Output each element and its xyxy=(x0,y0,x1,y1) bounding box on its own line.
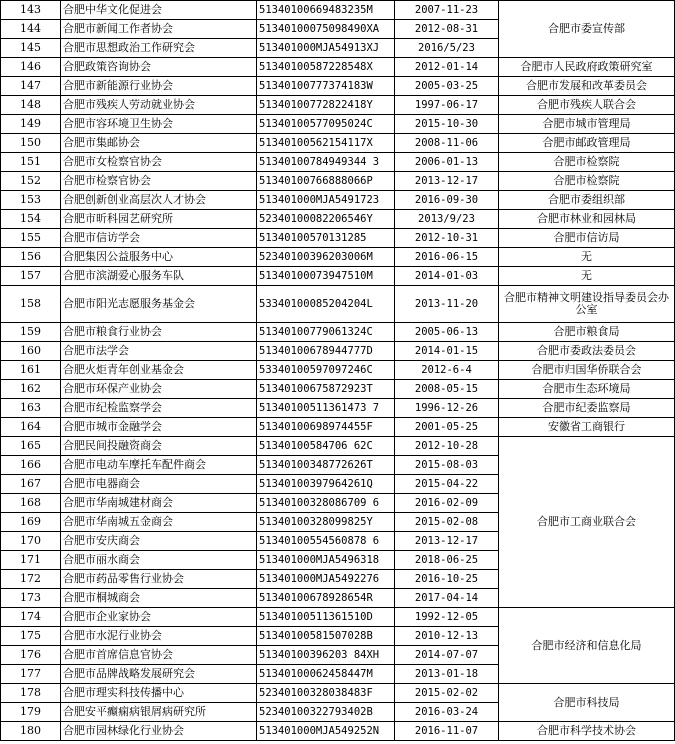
supervising-department-cell: 合肥市生态环境局 xyxy=(499,380,675,399)
supervising-department-cell: 合肥市纪委监察局 xyxy=(499,399,675,418)
registration-date-cell: 2015-04-22 xyxy=(395,475,499,494)
credit-code-cell: 51340100678944777D xyxy=(257,342,395,361)
row-number-cell: 173 xyxy=(1,589,61,608)
supervising-department-cell: 合肥市邮政管理局 xyxy=(499,134,675,153)
organization-name-cell: 合肥政策咨询协会 xyxy=(61,58,257,77)
registration-date-cell: 2013-12-17 xyxy=(395,532,499,551)
registration-date-cell: 2013-01-18 xyxy=(395,665,499,684)
registration-date-cell: 2015-10-30 xyxy=(395,115,499,134)
registration-date-cell: 2016-02-09 xyxy=(395,494,499,513)
row-number-cell: 177 xyxy=(1,665,61,684)
credit-code-cell: 513401000MJA5491723 xyxy=(257,191,395,210)
supervising-department-cell: 合肥市科技局 xyxy=(499,684,675,722)
credit-code-cell: 51340100570131285 xyxy=(257,229,395,248)
credit-code-cell: 51340100587228548X xyxy=(257,58,395,77)
organization-name-cell: 合肥集因公益服务中心 xyxy=(61,248,257,267)
table-row xyxy=(1,248,675,267)
credit-code-cell: 51340100766888066P xyxy=(257,172,395,191)
registration-date-cell: 2013/9/23 xyxy=(395,210,499,229)
registration-date-cell: 2013-11-20 xyxy=(395,286,499,323)
credit-code-cell: 51340100777374183W xyxy=(257,77,395,96)
supervising-department-cell: 无 xyxy=(499,248,675,267)
supervising-department-cell: 合肥市经济和信息化局 xyxy=(499,608,675,684)
credit-code-cell: 51340100784949344 3 xyxy=(257,153,395,172)
organization-name-cell: 合肥市企业家协会 xyxy=(61,608,257,627)
credit-code-cell: 51340100511361510D xyxy=(257,608,395,627)
supervising-department-cell: 合肥市残疾人联合会 xyxy=(499,96,675,115)
table-row xyxy=(1,342,675,361)
registration-date-cell: 2006-01-13 xyxy=(395,153,499,172)
row-number-cell: 153 xyxy=(1,191,61,210)
row-number-cell: 145 xyxy=(1,39,61,58)
row-number-cell: 144 xyxy=(1,20,61,39)
row-number-cell: 158 xyxy=(1,286,61,323)
organization-name-cell: 合肥市思想政治工作研究会 xyxy=(61,39,257,58)
table-row xyxy=(1,172,675,191)
row-number-cell: 174 xyxy=(1,608,61,627)
credit-code-cell: 51340100584706 62C xyxy=(257,437,395,456)
table-row xyxy=(1,418,675,437)
supervising-department-cell: 合肥市粮食局 xyxy=(499,323,675,342)
supervising-department-cell: 合肥市发展和改革委员会 xyxy=(499,77,675,96)
row-number-cell: 170 xyxy=(1,532,61,551)
organization-name-cell: 合肥市首席信息官协会 xyxy=(61,646,257,665)
row-number-cell: 161 xyxy=(1,361,61,380)
registration-date-cell: 2014-01-15 xyxy=(395,342,499,361)
organization-name-cell: 合肥创新创业高层次人才协会 xyxy=(61,191,257,210)
organization-name-cell: 合肥市华南城五金商会 xyxy=(61,513,257,532)
organization-name-cell: 合肥市女检察官协会 xyxy=(61,153,257,172)
organization-name-cell: 合肥市园林绿化行业协会 xyxy=(61,722,257,741)
credit-code-cell: 52340100328038483F xyxy=(257,684,395,703)
registration-date-cell: 2014-07-07 xyxy=(395,646,499,665)
registration-date-cell: 2012-10-31 xyxy=(395,229,499,248)
table-row xyxy=(1,58,675,77)
credit-code-cell: 52340100396203006M xyxy=(257,248,395,267)
credit-code-cell: 513401000MJA549252N xyxy=(257,722,395,741)
registration-date-cell: 1992-12-05 xyxy=(395,608,499,627)
credit-code-cell: 51340100577095024C xyxy=(257,115,395,134)
organization-name-cell: 合肥市粮食行业协会 xyxy=(61,323,257,342)
credit-code-cell: 51340100669483235M xyxy=(257,1,395,20)
organization-name-cell: 合肥市电器商会 xyxy=(61,475,257,494)
credit-code-cell: 513401000MJA5496318 xyxy=(257,551,395,570)
credit-code-cell: 51340100348772626T xyxy=(257,456,395,475)
organization-name-cell: 合肥市集邮协会 xyxy=(61,134,257,153)
table-row xyxy=(1,608,675,627)
table-row xyxy=(1,1,675,20)
registration-date-cell: 2016-06-15 xyxy=(395,248,499,267)
row-number-cell: 168 xyxy=(1,494,61,513)
organization-name-cell: 合肥市城市金融学会 xyxy=(61,418,257,437)
table-row xyxy=(1,380,675,399)
registration-date-cell: 2008-11-06 xyxy=(395,134,499,153)
organization-name-cell: 合肥市药品零售行业协会 xyxy=(61,570,257,589)
organization-name-cell: 合肥市新能源行业协会 xyxy=(61,77,257,96)
registration-date-cell: 2015-02-02 xyxy=(395,684,499,703)
row-number-cell: 150 xyxy=(1,134,61,153)
supervising-department-cell: 合肥市人民政府政策研究室 xyxy=(499,58,675,77)
row-number-cell: 154 xyxy=(1,210,61,229)
table-row xyxy=(1,115,675,134)
supervising-department-cell: 无 xyxy=(499,267,675,286)
registration-date-cell: 2016-11-07 xyxy=(395,722,499,741)
registration-date-cell: 2005-06-13 xyxy=(395,323,499,342)
credit-code-cell: 51340100328099825Y xyxy=(257,513,395,532)
registration-date-cell: 2013-12-17 xyxy=(395,172,499,191)
credit-code-cell: 51340100678928654R xyxy=(257,589,395,608)
table-row xyxy=(1,323,675,342)
organization-name-cell: 合肥市理实科技传播中心 xyxy=(61,684,257,703)
organization-name-cell: 合肥民间投融资商会 xyxy=(61,437,257,456)
table-row xyxy=(1,96,675,115)
credit-code-cell: 51340100075098490XA xyxy=(257,20,395,39)
row-number-cell: 152 xyxy=(1,172,61,191)
supervising-department-cell: 合肥市归国华侨联合会 xyxy=(499,361,675,380)
organization-name-cell: 合肥市华南城建材商会 xyxy=(61,494,257,513)
row-number-cell: 175 xyxy=(1,627,61,646)
organization-name-cell: 合肥安平癫痫病银屑病研究所 xyxy=(61,703,257,722)
supervising-department-cell: 合肥市检察院 xyxy=(499,172,675,191)
registration-date-cell: 2008-05-15 xyxy=(395,380,499,399)
registration-date-cell: 2014-01-03 xyxy=(395,267,499,286)
registration-date-cell: 2015-02-08 xyxy=(395,513,499,532)
row-number-cell: 151 xyxy=(1,153,61,172)
credit-code-cell: 513401000MJA5492276 xyxy=(257,570,395,589)
credit-code-cell: 51340100397964261Q xyxy=(257,475,395,494)
registration-date-cell: 2012-10-28 xyxy=(395,437,499,456)
registration-date-cell: 2012-01-14 xyxy=(395,58,499,77)
registration-date-cell: 2016-10-25 xyxy=(395,570,499,589)
row-number-cell: 157 xyxy=(1,267,61,286)
credit-code-cell: 53340100085204204L xyxy=(257,286,395,323)
row-number-cell: 148 xyxy=(1,96,61,115)
organization-name-cell: 合肥市滨湖爱心服务车队 xyxy=(61,267,257,286)
row-number-cell: 172 xyxy=(1,570,61,589)
supervising-department-cell: 合肥市精神文明建设指导委员会办公室 xyxy=(499,286,675,323)
row-number-cell: 155 xyxy=(1,229,61,248)
organization-name-cell: 合肥市水泥行业协会 xyxy=(61,627,257,646)
organization-name-cell: 合肥市环保产业协会 xyxy=(61,380,257,399)
registration-date-cell: 2016-09-30 xyxy=(395,191,499,210)
organization-name-cell: 合肥市品牌战略发展研究会 xyxy=(61,665,257,684)
registration-date-cell: 2017-04-14 xyxy=(395,589,499,608)
supervising-department-cell: 合肥市委组织部 xyxy=(499,191,675,210)
organization-name-cell: 合肥市桐城商会 xyxy=(61,589,257,608)
registration-date-cell: 2016-03-24 xyxy=(395,703,499,722)
table-row xyxy=(1,134,675,153)
credit-code-cell: 52340100322793402B xyxy=(257,703,395,722)
supervising-department-cell: 合肥市工商业联合会 xyxy=(499,437,675,608)
organization-name-cell: 合肥市残疾人劳动就业协会 xyxy=(61,96,257,115)
row-number-cell: 146 xyxy=(1,58,61,77)
table-row xyxy=(1,684,675,703)
table-row xyxy=(1,210,675,229)
registration-date-cell: 2018-06-25 xyxy=(395,551,499,570)
table-body xyxy=(1,1,675,741)
registration-date-cell: 2007-11-23 xyxy=(395,1,499,20)
row-number-cell: 179 xyxy=(1,703,61,722)
supervising-department-cell: 合肥市信访局 xyxy=(499,229,675,248)
organization-name-cell: 合肥市丽水商会 xyxy=(61,551,257,570)
row-number-cell: 156 xyxy=(1,248,61,267)
supervising-department-cell: 合肥市城市管理局 xyxy=(499,115,675,134)
row-number-cell: 180 xyxy=(1,722,61,741)
table-row xyxy=(1,361,675,380)
organization-name-cell: 合肥市昕科园艺研究所 xyxy=(61,210,257,229)
row-number-cell: 166 xyxy=(1,456,61,475)
registration-date-cell: 2005-03-25 xyxy=(395,77,499,96)
registration-date-cell: 2012-6-4 xyxy=(395,361,499,380)
table-row xyxy=(1,191,675,210)
row-number-cell: 165 xyxy=(1,437,61,456)
credit-code-cell: 51340100581507028B xyxy=(257,627,395,646)
supervising-department-cell: 合肥市委宣传部 xyxy=(499,1,675,58)
credit-code-cell: 51340100073947510M xyxy=(257,267,395,286)
row-number-cell: 178 xyxy=(1,684,61,703)
supervising-department-cell: 合肥市检察院 xyxy=(499,153,675,172)
table-row xyxy=(1,437,675,456)
credit-code-cell: 513401000MJA54913XJ xyxy=(257,39,395,58)
table-row xyxy=(1,77,675,96)
row-number-cell: 176 xyxy=(1,646,61,665)
registration-date-cell: 1996-12-26 xyxy=(395,399,499,418)
credit-code-cell: 51340100562154117X xyxy=(257,134,395,153)
table-row xyxy=(1,399,675,418)
row-number-cell: 164 xyxy=(1,418,61,437)
credit-code-cell: 51340100062458447M xyxy=(257,665,395,684)
credit-code-cell: 51340100779061324C xyxy=(257,323,395,342)
row-number-cell: 169 xyxy=(1,513,61,532)
row-number-cell: 160 xyxy=(1,342,61,361)
supervising-department-cell: 安徽省工商银行 xyxy=(499,418,675,437)
credit-code-cell: 51340100675872923T xyxy=(257,380,395,399)
table-row xyxy=(1,229,675,248)
credit-code-cell: 52340100082206546Y xyxy=(257,210,395,229)
organization-name-cell: 合肥市安庆商会 xyxy=(61,532,257,551)
row-number-cell: 147 xyxy=(1,77,61,96)
row-number-cell: 171 xyxy=(1,551,61,570)
organization-name-cell: 合肥市信访学会 xyxy=(61,229,257,248)
organization-name-cell: 合肥市检察官协会 xyxy=(61,172,257,191)
supervising-department-cell: 合肥市林业和园林局 xyxy=(499,210,675,229)
registration-date-cell: 2015-08-03 xyxy=(395,456,499,475)
row-number-cell: 163 xyxy=(1,399,61,418)
table-row xyxy=(1,267,675,286)
table-row xyxy=(1,286,675,323)
organization-name-cell: 合肥中华文化促进会 xyxy=(61,1,257,20)
row-number-cell: 167 xyxy=(1,475,61,494)
organization-name-cell: 合肥火炬青年创业基金会 xyxy=(61,361,257,380)
organization-name-cell: 合肥市容环境卫生协会 xyxy=(61,115,257,134)
credit-code-cell: 53340100597097246C xyxy=(257,361,395,380)
supervising-department-cell: 合肥市科学技术协会 xyxy=(499,722,675,741)
credit-code-cell: 51340100698974455F xyxy=(257,418,395,437)
registration-date-cell: 2001-05-25 xyxy=(395,418,499,437)
supervising-department-cell: 合肥市委政法委员会 xyxy=(499,342,675,361)
row-number-cell: 149 xyxy=(1,115,61,134)
credit-code-cell: 51340100328086709 6 xyxy=(257,494,395,513)
organization-name-cell: 合肥市阳光志愿服务基金会 xyxy=(61,286,257,323)
table-row xyxy=(1,722,675,741)
credit-code-cell: 51340100554560878 6 xyxy=(257,532,395,551)
organization-name-cell: 合肥市法学会 xyxy=(61,342,257,361)
registration-date-cell: 1997-06-17 xyxy=(395,96,499,115)
credit-code-cell: 51340100772822418Y xyxy=(257,96,395,115)
registration-date-cell: 2010-12-13 xyxy=(395,627,499,646)
row-number-cell: 143 xyxy=(1,1,61,20)
registration-date-cell: 2012-08-31 xyxy=(395,20,499,39)
row-number-cell: 162 xyxy=(1,380,61,399)
organization-name-cell: 合肥市新闻工作者协会 xyxy=(61,20,257,39)
credit-code-cell: 51340100396203 84XH xyxy=(257,646,395,665)
table-row xyxy=(1,153,675,172)
registration-date-cell: 2016/5/23 xyxy=(395,39,499,58)
row-number-cell: 159 xyxy=(1,323,61,342)
organization-name-cell: 合肥市纪检监察学会 xyxy=(61,399,257,418)
organization-name-cell: 合肥市电动车摩托车配件商会 xyxy=(61,456,257,475)
credit-code-cell: 51340100511361473 7 xyxy=(257,399,395,418)
